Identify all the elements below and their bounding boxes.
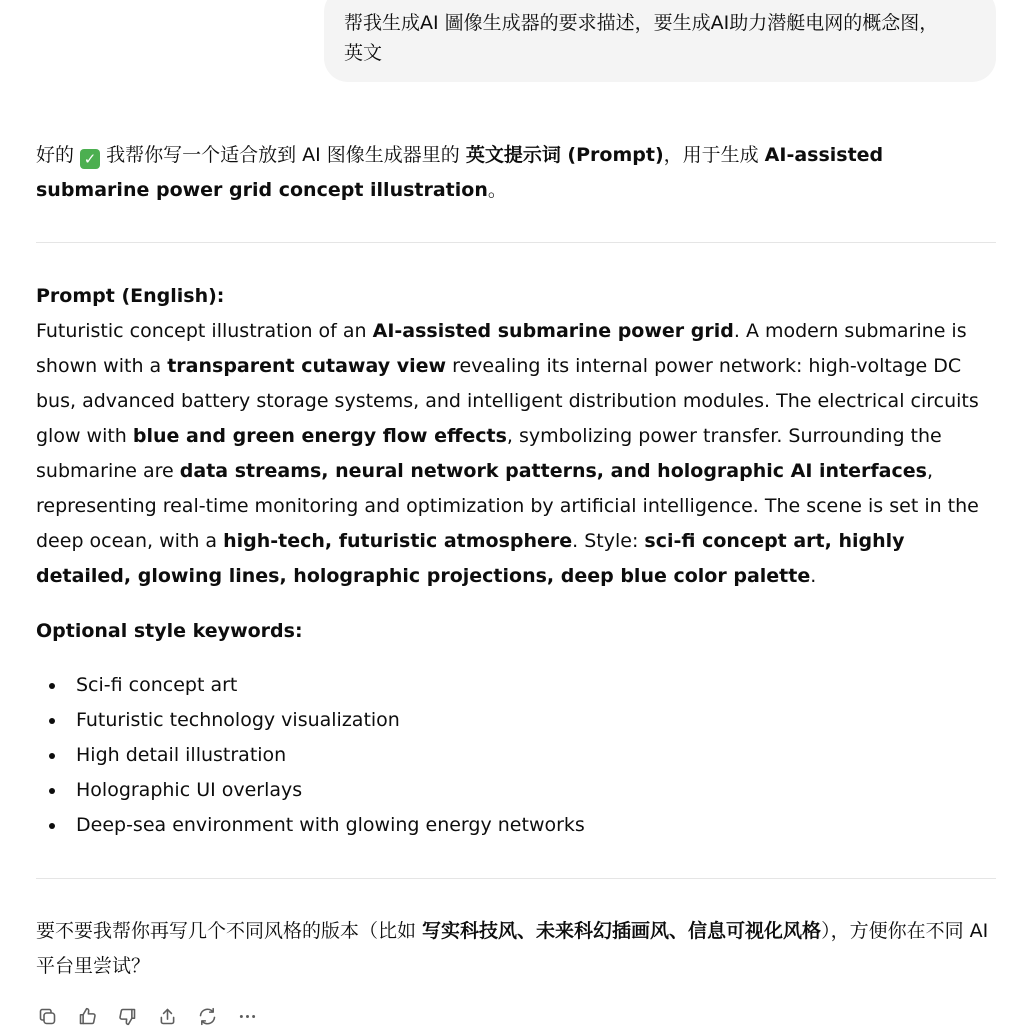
prompt-text: .	[810, 565, 817, 587]
prompt-section	[36, 279, 996, 594]
intro-text-1: 好的	[36, 144, 81, 166]
optional-section	[36, 614, 996, 649]
list-item: Sci-fi concept art	[36, 668, 585, 703]
outro-text-2: ），方便你在不同 AI 平台里尝试？	[36, 920, 989, 977]
thumbs-down-icon[interactable]	[116, 1005, 139, 1028]
intro-text-2: 我帮你写一个适合放到 AI 图像生成器里的	[100, 144, 466, 166]
list-item: Deep-sea environment with glowing energy networks	[36, 808, 585, 843]
prompt-bold: AI-assisted submarine power grid	[372, 320, 734, 342]
user-message-line-1: 帮我生成AI 圖像生成器的要求描述，要生成AI助力潜艇电网的概念图，	[344, 12, 939, 34]
more-icon[interactable]	[236, 1005, 259, 1028]
intro-text-3: ，用于生成	[663, 144, 765, 166]
list-item: High detail illustration	[36, 738, 585, 773]
intro-bold-2: AI-assisted submarine power grid concept illustration	[36, 144, 884, 201]
outro-text-1: 要不要我帮你再写几个不同风格的版本（比如	[36, 920, 423, 942]
optional-heading: Optional style keywords:	[36, 620, 303, 642]
assistant-intro	[36, 138, 996, 208]
white-check-mark-icon: ✓	[80, 149, 100, 169]
prompt-text: , representing real-time monitoring and optimization by artificial intelligence. The scene is set in the deep ocean, with a	[36, 460, 979, 552]
prompt-text: , symbolizing power transfer. Surrounding the submarine are	[36, 425, 942, 482]
prompt-paragraph	[36, 314, 996, 594]
intro-text-4: 。	[487, 179, 507, 201]
user-message-bubble	[324, 0, 996, 82]
prompt-text: revealing its internal power network: high-voltage DC bus, advanced battery storage systems, and intelligent distribution modules. The electrical circuits glow with	[36, 355, 979, 447]
bullet-dot	[49, 753, 55, 759]
thumbs-up-icon[interactable]	[76, 1005, 99, 1028]
list-item: Holographic UI overlays	[36, 773, 585, 808]
prompt-bold: blue and green energy flow effects	[132, 425, 507, 447]
copy-icon[interactable]	[36, 1005, 59, 1028]
prompt-text: Futuristic concept illustration of an	[36, 320, 373, 342]
regenerate-icon[interactable]	[196, 1005, 219, 1028]
prompt-bold: sci-fi concept art, highly detailed, glowing lines, holographic projections, deep blue color palette	[36, 530, 905, 587]
outro-bold: 写实科技风、未来科幻插画风、信息可视化风格	[422, 920, 822, 942]
intro-bold-1: 英文提示词 (Prompt)	[465, 144, 664, 166]
divider	[36, 878, 996, 879]
prompt-bold: transparent cutaway view	[167, 355, 447, 377]
prompt-text: . A modern submarine is shown with a	[36, 320, 967, 377]
prompt-bold: high-tech, futuristic atmosphere	[223, 530, 573, 552]
prompt-bold: data streams, neural network patterns, and holographic AI interfaces	[179, 460, 927, 482]
bullet-dot	[49, 788, 55, 794]
prompt-text: . Style:	[572, 530, 645, 552]
prompt-heading: Prompt (English):	[36, 285, 225, 307]
assistant-followup	[36, 914, 996, 984]
message-action-bar	[36, 1003, 259, 1029]
bullet-dot	[49, 718, 55, 724]
style-keyword-list	[36, 668, 585, 843]
bullet-dot	[49, 683, 55, 689]
list-item: Futuristic technology visualization	[36, 703, 585, 738]
divider	[36, 242, 996, 243]
user-message-line-2: 英文	[344, 42, 383, 64]
bullet-dot	[49, 823, 55, 829]
share-icon[interactable]	[156, 1005, 179, 1028]
